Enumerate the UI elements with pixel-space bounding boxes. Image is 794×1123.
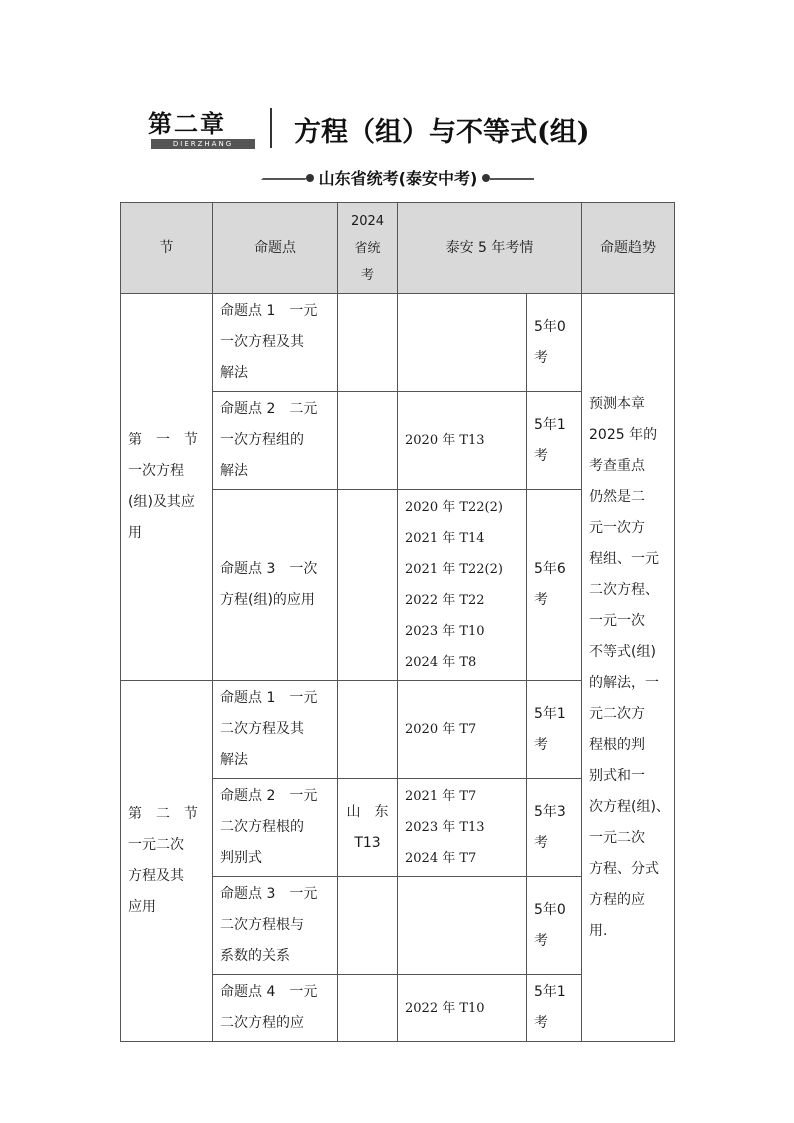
point-cell	[213, 877, 338, 975]
point-line: 一次方程组的	[220, 432, 304, 448]
history-cell	[398, 975, 527, 1042]
exam-banner	[262, 166, 534, 192]
count-line: 5年1	[534, 416, 566, 433]
count-cell	[527, 877, 582, 975]
count-cell	[527, 294, 582, 392]
point-line: 二次方程及其	[220, 721, 304, 737]
point-line: 解法	[220, 365, 248, 381]
trend-line: 仍然是二	[589, 488, 645, 505]
trend-line: 元一次方	[589, 519, 645, 536]
section-line: 第 一 节	[128, 432, 198, 448]
history-line: 2023 年 T13	[405, 820, 485, 835]
section-line: 方程及其	[128, 868, 184, 884]
header-trend: 命题趋势	[582, 203, 675, 294]
table-header-row	[121, 203, 675, 294]
point-line: 解法	[220, 463, 248, 479]
section-cell	[121, 681, 213, 1042]
point-line: 二次方程的应	[220, 1015, 304, 1031]
point-line: 命题点 1 一元	[220, 690, 318, 706]
section-line: 一元二次	[128, 837, 184, 853]
count-line: 5年3	[534, 803, 566, 820]
history-line: 2020 年 T22(2)	[405, 500, 503, 515]
history-line: 2023 年 T10	[405, 624, 485, 639]
history-cell	[398, 681, 527, 779]
trend-line: 次方程(组)、	[589, 798, 670, 815]
trend-line: 程根的判	[589, 736, 645, 753]
prov-line: T13	[354, 834, 381, 851]
count-line: 考	[534, 1015, 548, 1031]
exam-analysis-table	[120, 202, 675, 1042]
trend-line: 程组、一元	[589, 550, 659, 567]
section-line: 一次方程	[128, 463, 184, 479]
section-line: (组)及其应	[128, 494, 195, 510]
header-prov-line: 省统	[354, 240, 381, 256]
chapter-pinyin: DIERZHANG	[151, 139, 255, 149]
banner-right-dot	[482, 174, 490, 182]
count-line: 5年6	[534, 561, 566, 577]
count-line: 考	[534, 834, 548, 851]
history-line: 2022 年 T10	[405, 1000, 485, 1016]
point-line: 命题点 2 一元	[220, 788, 318, 804]
history-cell	[398, 877, 527, 975]
prov-cell	[338, 294, 398, 392]
history-line: 2021 年 T7	[405, 789, 477, 804]
point-line: 命题点 4 一元	[220, 984, 318, 1000]
header-point: 命题点	[213, 203, 338, 294]
trend-line: 元二次方	[589, 705, 645, 722]
prov-cell	[338, 490, 398, 681]
header-prov-line: 考	[360, 267, 374, 283]
count-line: 5年0	[534, 901, 566, 918]
banner-right-wing	[490, 178, 534, 180]
point-line: 系数的关系	[220, 948, 290, 964]
prov-cell	[338, 877, 398, 975]
count-line: 考	[534, 932, 548, 949]
trend-line: 别式和一	[589, 767, 645, 784]
banner-title: 山东省统考(泰安中考)	[318, 169, 478, 188]
point-cell	[213, 490, 338, 681]
point-cell	[213, 294, 338, 392]
history-line: 2020 年 T7	[405, 722, 477, 737]
point-line: 解法	[220, 752, 248, 768]
count-line: 考	[534, 349, 548, 366]
trend-line: 一元二次	[589, 829, 645, 846]
point-cell	[213, 975, 338, 1042]
trend-line: 预测本章	[589, 395, 645, 412]
chapter-header	[148, 104, 668, 154]
history-line: 2022 年 T22	[405, 593, 485, 608]
point-line: 命题点 3 一次	[220, 561, 318, 577]
history-line: 2024 年 T8	[405, 655, 477, 670]
history-cell	[398, 490, 527, 681]
point-line: 命题点 2 二元	[220, 401, 318, 417]
chapter-number: 第二章	[148, 110, 226, 138]
count-cell	[527, 392, 582, 490]
section-line: 用	[128, 525, 142, 541]
point-cell	[213, 392, 338, 490]
point-cell	[213, 681, 338, 779]
count-line: 考	[534, 736, 548, 753]
point-line: 方程(组)的应用	[220, 592, 315, 608]
trend-line: 考查重点	[589, 457, 645, 474]
point-cell	[213, 779, 338, 877]
header-prov-2024	[338, 203, 398, 294]
history-line: 2020 年 T13	[405, 433, 485, 448]
trend-line: 一元一次	[589, 612, 645, 629]
point-line: 判别式	[220, 850, 262, 866]
prov-line: 山 东	[346, 803, 389, 820]
point-line: 一次方程及其	[220, 334, 304, 350]
count-line: 考	[534, 447, 548, 464]
header-prov-line: 2024	[350, 213, 385, 229]
history-line: 2021 年 T14	[405, 531, 485, 546]
count-line: 5年1	[534, 984, 566, 1000]
trend-cell	[582, 294, 675, 1042]
trend-line: 二次方程、	[589, 581, 659, 598]
section-line: 应用	[128, 899, 156, 915]
count-cell	[527, 779, 582, 877]
trend-line: 方程、分式	[589, 860, 659, 877]
point-line: 二次方程根的	[220, 819, 304, 835]
count-line: 考	[534, 592, 548, 608]
count-cell	[527, 975, 582, 1042]
prov-cell	[338, 392, 398, 490]
trend-line: 不等式(组)	[589, 643, 656, 660]
section-cell	[121, 294, 213, 681]
header-divider	[270, 108, 272, 148]
header-section: 节	[121, 203, 213, 294]
point-line: 二次方程根与	[220, 917, 304, 933]
prov-cell	[338, 681, 398, 779]
history-cell	[398, 392, 527, 490]
chapter-title: 方程（组）与不等式(组)	[294, 117, 590, 148]
history-line: 2024 年 T7	[405, 851, 477, 866]
trend-line: 的解法，一	[589, 674, 659, 691]
point-line: 命题点 1 一元	[220, 303, 318, 319]
point-line: 命题点 3 一元	[220, 886, 318, 902]
trend-line: 方程的应	[589, 891, 645, 908]
count-line: 5年1	[534, 705, 566, 722]
prov-cell	[338, 975, 398, 1042]
history-cell	[398, 779, 527, 877]
history-cell	[398, 294, 527, 392]
trend-line: 2025 年的	[589, 426, 658, 443]
count-cell	[527, 490, 582, 681]
header-taian: 泰安 5 年考情	[398, 203, 582, 294]
history-line: 2021 年 T22(2)	[405, 562, 503, 577]
section-line: 第 二 节	[128, 806, 198, 822]
table-row	[121, 294, 675, 392]
prov-cell	[338, 779, 398, 877]
trend-line: 用.	[589, 922, 608, 939]
count-cell	[527, 681, 582, 779]
count-line: 5年0	[534, 318, 566, 335]
